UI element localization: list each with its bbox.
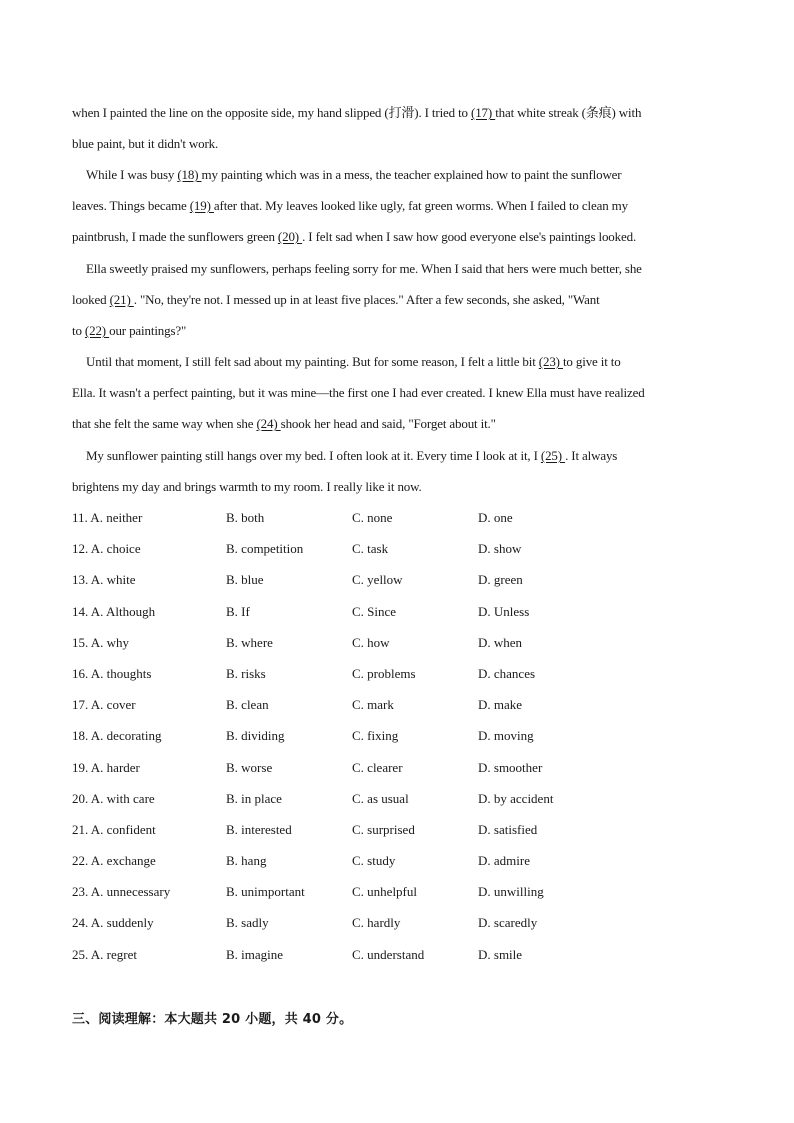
option-d: D. admire [478, 853, 530, 869]
option-d: D. one [478, 510, 513, 525]
option-b: B. hang [226, 853, 267, 869]
section-heading: 三、阅读理解：本大题共 20 小题，共 40 分。 [72, 1012, 353, 1027]
passage-line: My sunflower painting still hangs over my bed. I often look at it. Every time I look at it, I (25) . It always [86, 448, 618, 463]
option-b: B. worse [226, 759, 273, 775]
option-row-19 [72, 752, 724, 783]
blank-25: (25) [540, 448, 566, 463]
option-b: B. dividing [226, 728, 285, 744]
option-c: C. problems [352, 665, 416, 681]
option-c: C. as usual [352, 790, 409, 806]
option-d: D. scaredly [478, 915, 538, 931]
option-b: B. competition [226, 541, 304, 557]
option-a: 15. A. why [72, 634, 130, 650]
option-c: C. yellow [352, 572, 403, 588]
passage-line: paintbrush, I made the sunflowers green (20) . I felt sad when I saw how good everyone else's paintings looked. [72, 229, 637, 244]
option-row-13 [72, 564, 724, 595]
option-d: D. green [478, 572, 523, 588]
passage-paragraph-2 [72, 159, 724, 252]
option-b: B. blue [226, 572, 264, 588]
option-a: 16. A. thoughts [72, 665, 152, 681]
option-b: B. where [226, 634, 273, 650]
passage-line: Until that moment, I still felt sad about my painting. But for some reason, I felt a little bit (23) to give it to [86, 354, 621, 369]
option-d: D. make [478, 697, 523, 713]
option-a: 17. A. cover [72, 697, 136, 713]
blank-18: (18) [177, 167, 202, 182]
passage-paragraph-4 [72, 346, 724, 439]
passage-paragraph-1 [72, 97, 724, 159]
option-b: B. unimportant [226, 884, 305, 900]
option-row-14 [72, 596, 724, 627]
passage-line: Ella. It wasn't a perfect painting, but it was mine—the first one I had ever created. I knew Ella must have realized [72, 385, 645, 400]
passage-line: when I painted the line on the opposite side, my hand slipped (打滑). I tried to (17) that white streak (条痕) with [72, 105, 642, 120]
blank-21: (21) [109, 292, 134, 307]
option-a: 25. A. regret [72, 946, 137, 962]
option-row-12 [72, 533, 724, 564]
option-a: 19. A. harder [72, 759, 140, 775]
option-a: 14. A. Although [72, 603, 156, 619]
option-row-23 [72, 876, 724, 907]
passage-line: While I was busy (18) my painting which was in a mess, the teacher explained how to paint the sunflower [86, 167, 622, 182]
option-c: C. surprised [352, 821, 415, 837]
option-c: C. none [352, 510, 393, 525]
option-b: B. sadly [226, 915, 269, 931]
option-c: C. how [352, 634, 390, 650]
option-d: D. show [478, 541, 522, 557]
option-a: 21. A. confident [72, 821, 156, 837]
option-b: B. in place [226, 790, 282, 806]
option-row-11 [72, 502, 724, 533]
option-row-24 [72, 907, 724, 938]
option-d: D. chances [478, 665, 536, 681]
option-row-17 [72, 689, 724, 720]
option-c: C. clearer [352, 759, 403, 775]
option-row-21 [72, 814, 724, 845]
option-a: 18. A. decorating [72, 728, 162, 744]
option-b: B. interested [226, 821, 292, 837]
option-b: B. If [226, 603, 250, 619]
option-row-25 [72, 939, 724, 970]
option-a: 22. A. exchange [72, 853, 156, 869]
option-d: D. smile [478, 946, 523, 962]
option-b: B. risks [226, 665, 266, 681]
option-d: D. moving [478, 728, 534, 744]
option-row-18 [72, 720, 724, 751]
option-b: B. both [226, 510, 265, 525]
passage-line: Ella sweetly praised my sunflowers, perhaps feeling sorry for me. When I said that hers were much better, she [86, 261, 642, 276]
option-c: C. Since [352, 603, 397, 619]
passage-line: to (22) our paintings?" [72, 323, 187, 338]
option-c: C. task [352, 541, 389, 557]
option-row-15 [72, 627, 724, 658]
option-a: 13. A. white [72, 572, 136, 588]
passage-line: looked (21) . "No, they're not. I messed up in at least five places." After a few seconds, she asked, "Want [72, 292, 600, 307]
option-a: 11. A. neither [72, 510, 143, 525]
blank-24: (24) [256, 416, 281, 431]
blank-19: (19) [189, 198, 214, 213]
passage-line: that she felt the same way when she (24) shook her head and said, "Forget about it." [72, 416, 496, 431]
option-c: C. understand [352, 946, 425, 962]
option-a: 20. A. with care [72, 790, 155, 806]
option-a: 24. A. suddenly [72, 915, 154, 931]
option-d: D. satisfied [478, 821, 538, 837]
passage-paragraph-3 [72, 253, 724, 346]
option-d: D. unwilling [478, 884, 544, 900]
option-row-22 [72, 845, 724, 876]
option-row-20 [72, 783, 724, 814]
option-d: D. by accident [478, 790, 554, 806]
option-row-16 [72, 658, 724, 689]
option-a: 23. A. unnecessary [72, 884, 171, 900]
blank-17: (17) [471, 105, 496, 120]
blank-23: (23) [538, 354, 563, 369]
option-d: D. when [478, 634, 523, 650]
option-d: D. Unless [478, 603, 530, 619]
blank-22: (22) [84, 323, 110, 338]
option-d: D. smoother [478, 759, 543, 775]
passage-line: brightens my day and brings warmth to my room. I really like it now. [72, 479, 422, 494]
option-c: C. hardly [352, 915, 401, 931]
option-c: C. mark [352, 697, 394, 713]
option-b: B. clean [226, 697, 269, 713]
option-b: B. imagine [226, 946, 284, 962]
blank-20: (20) [277, 229, 303, 244]
answer-options [72, 502, 724, 970]
option-c: C. fixing [352, 728, 399, 744]
passage-paragraph-5 [72, 440, 724, 502]
passage-line: blue paint, but it didn't work. [72, 136, 219, 151]
option-c: C. study [352, 853, 396, 869]
passage-line: leaves. Things became (19) after that. My leaves looked like ugly, fat green worms. When I failed to clean my [72, 198, 628, 213]
option-c: C. unhelpful [352, 884, 417, 900]
option-a: 12. A. choice [72, 541, 141, 557]
